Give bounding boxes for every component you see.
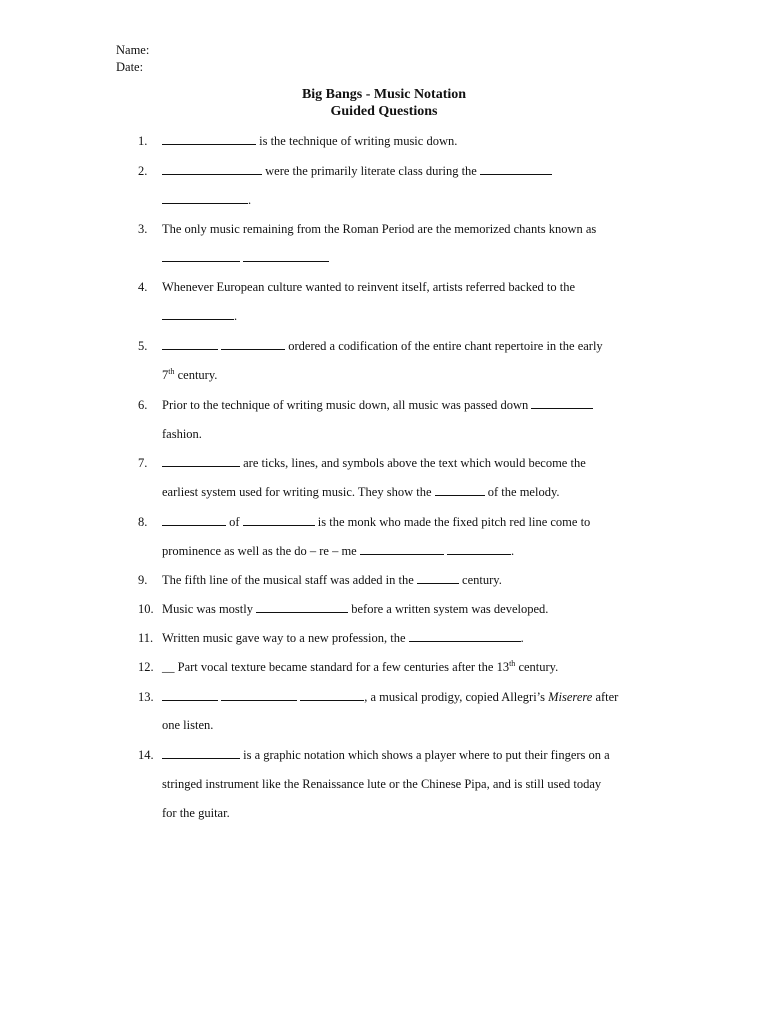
- question-number: 1.: [138, 134, 148, 148]
- answer-blank[interactable]: [360, 544, 444, 555]
- question-text: are ticks, lines, and symbols above the text which would become the: [243, 456, 586, 470]
- date-label: Date:: [116, 60, 144, 74]
- question-text: stringed instrument like the Renaissance lute or the Chinese Pipa, and is still used today: [162, 777, 602, 791]
- question-number: 5.: [138, 339, 148, 353]
- question-text: earliest system used for writing music. They show the: [162, 485, 432, 499]
- answer-blank[interactable]: [162, 748, 240, 759]
- question-text: Prior to the technique of writing music down, all music was passed down: [162, 398, 529, 412]
- superscript: th: [509, 658, 516, 668]
- question-text: Whenever European culture wanted to reinvent itself, artists referred backed to the: [162, 280, 576, 294]
- superscript: th: [168, 366, 175, 376]
- question-number: 6.: [138, 398, 148, 412]
- question-text: one listen.: [162, 718, 214, 732]
- question-text: is a graphic notation which shows a player where to put their fingers on a: [243, 748, 610, 762]
- question-text: Miserere: [548, 690, 593, 704]
- answer-blank[interactable]: [221, 690, 297, 701]
- question-text: prominence as well as the do – re – me: [162, 544, 357, 558]
- name-label: Name:: [116, 43, 150, 57]
- answer-blank[interactable]: [162, 515, 226, 526]
- question-text: ordered a codification of the entire chant repertoire in the early: [288, 339, 603, 353]
- answer-blank[interactable]: [162, 309, 234, 320]
- answer-blank[interactable]: [447, 544, 511, 555]
- question-number: 11.: [138, 631, 154, 645]
- answer-blank[interactable]: [256, 602, 348, 613]
- question-text: , a musical prodigy, copied Allegri’s: [364, 690, 545, 704]
- answer-blank[interactable]: [162, 456, 240, 467]
- question-number: 14.: [138, 748, 154, 762]
- question-number: 4.: [138, 280, 148, 294]
- question-text: century.: [518, 660, 559, 674]
- question-text: century.: [462, 573, 502, 587]
- question-text: .: [520, 631, 524, 645]
- question-text: century.: [177, 368, 218, 382]
- question-number: 12.: [138, 660, 154, 674]
- worksheet-subtitle: Guided Questions: [330, 104, 438, 119]
- question-text: is the technique of writing music down.: [259, 134, 458, 148]
- question-text: of the melody.: [487, 485, 560, 499]
- question-text: The fifth line of the musical staff was added in the: [162, 573, 414, 587]
- question-text: The only music remaining from the Roman Period are the memorized chants known as: [162, 222, 597, 236]
- question-text: after: [595, 690, 619, 704]
- answer-blank[interactable]: [243, 251, 329, 262]
- question-text: were the primarily literate class during the: [265, 164, 477, 178]
- answer-blank[interactable]: [243, 515, 315, 526]
- answer-blank[interactable]: [162, 193, 248, 204]
- question-text: .: [248, 193, 252, 207]
- question-number: 8.: [138, 515, 148, 529]
- answer-blank[interactable]: [435, 485, 485, 496]
- question-text: is the monk who made the fixed pitch red line come to: [317, 515, 591, 529]
- answer-blank[interactable]: [300, 690, 364, 701]
- answer-blank[interactable]: [409, 631, 521, 642]
- question-text: Written music gave way to a new profession, the: [162, 631, 406, 645]
- question-text: before a written system was developed.: [351, 602, 549, 616]
- question-text: .: [234, 309, 238, 323]
- answer-blank[interactable]: [162, 251, 240, 262]
- answer-blank[interactable]: [162, 164, 262, 175]
- answer-blank[interactable]: [480, 164, 552, 175]
- question-text: of: [229, 515, 240, 529]
- answer-blank[interactable]: [162, 339, 218, 350]
- question-text: 7: [162, 368, 169, 382]
- question-number: 3.: [138, 222, 148, 236]
- worksheet-title: Big Bangs - Music Notation: [301, 87, 467, 102]
- question-number: 10.: [138, 602, 154, 616]
- question-text: for the guitar.: [162, 806, 230, 820]
- question-text: __ Part vocal texture became standard for a few centuries after the 13: [162, 660, 510, 674]
- question-number: 13.: [138, 690, 154, 704]
- question-number: 9.: [138, 573, 148, 587]
- question-text: fashion.: [162, 427, 202, 441]
- question-text: Music was mostly: [162, 602, 253, 616]
- answer-blank[interactable]: [417, 573, 459, 584]
- answer-blank[interactable]: [162, 690, 218, 701]
- answer-blank[interactable]: [221, 339, 285, 350]
- question-text: .: [510, 544, 515, 558]
- answer-blank[interactable]: [162, 134, 256, 145]
- answer-blank[interactable]: [531, 398, 593, 409]
- question-number: 2.: [138, 164, 148, 178]
- question-number: 7.: [138, 456, 148, 470]
